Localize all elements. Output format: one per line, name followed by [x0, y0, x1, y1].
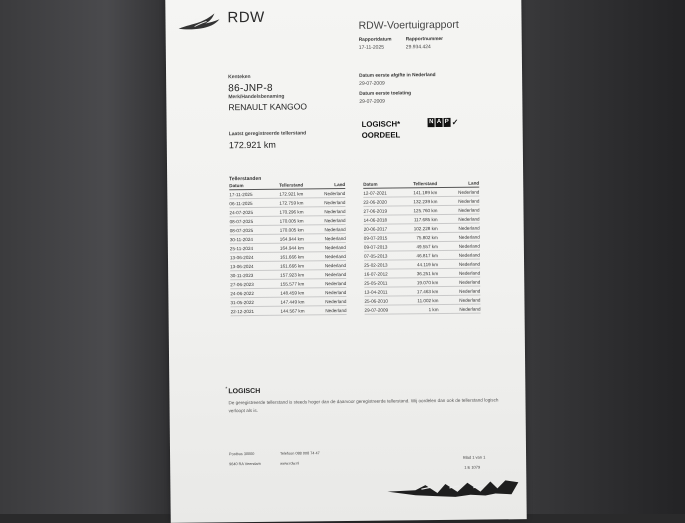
report-date-label: Rapportdatum [358, 37, 392, 43]
reading-country: Nederland [458, 216, 480, 222]
reading-km: 164.944 km [279, 235, 304, 242]
reading-km: 19.070 km [416, 279, 439, 285]
first-admission-label: Datum eerste toelating [359, 91, 412, 97]
reading-km: 157.923 km [280, 271, 305, 278]
reading-date: 31-05-2022 [230, 299, 254, 305]
plate-label: Kenteken [228, 73, 251, 81]
reading-km: 161.666 km [280, 262, 305, 269]
reading-km: 170.005 km [279, 226, 304, 233]
reading-date: 06-11-2025 [229, 200, 253, 206]
phone: Telefoon 088 008 74 47 [280, 451, 320, 456]
reading-country: Nederland [458, 243, 480, 249]
reading-km: 164.944 km [279, 244, 304, 251]
reading-country: Nederland [324, 226, 346, 232]
background-left [0, 0, 178, 514]
document-title: RDW-Voertuigrapport [358, 18, 459, 32]
table-row [364, 305, 480, 315]
table-row [231, 306, 347, 316]
readings-title: Tellerstanden [229, 175, 262, 183]
nap-letter-a: A [435, 117, 442, 126]
verdict-line-2: OORDEEL [361, 130, 401, 140]
reading-country: Nederland [324, 262, 347, 268]
brand-name: RDW [227, 8, 265, 27]
reading-date: 25-06-2010 [364, 298, 388, 304]
last-km-value: 172.921 km [228, 139, 276, 151]
reading-country: Nederland [458, 234, 480, 240]
first-admission: 29-07-2009 [359, 98, 385, 105]
report-number-label: Rapportnummer [405, 36, 444, 43]
reading-country: Nederland [324, 208, 346, 214]
reading-country: Nederland [324, 244, 346, 250]
reading-km: 49.557 km [416, 243, 438, 249]
reading-date: 13-06-2024 [230, 263, 254, 269]
reading-country: Nederland [325, 289, 347, 295]
reading-country: Nederland [325, 280, 347, 286]
reading-country: Nederland [324, 235, 346, 241]
first-admission-nl: 29-07-2009 [359, 80, 385, 87]
header-country: Land [468, 180, 480, 186]
header-km: Tellerstand [279, 182, 304, 188]
address-line-1: Postbus 30000 [229, 451, 255, 457]
reading-km: 172.921 km [279, 190, 304, 197]
verdict-line-1: LOGISCH* [361, 119, 401, 129]
reading-date: 07-05-2013 [363, 253, 388, 259]
reading-date: 09-07-2013 [363, 244, 388, 250]
footnote-text: De geregistreerde tellerstand is steeds hoger dan de daarvoor geregistreerde tellerstand. Wij oordelen dan ook de tellerstand logisch verloopt als is. [228, 397, 499, 413]
reading-country: Nederland [458, 270, 481, 276]
security-mark-icon [385, 476, 520, 499]
reading-km: 170.296 km [279, 208, 304, 215]
reading-country: Nederland [458, 189, 480, 195]
reading-date: 25-11-2024 [229, 245, 254, 251]
header-km: Tellerstand [413, 181, 438, 187]
reading-km: 102.228 km [413, 225, 438, 231]
reading-date: 14-06-2018 [363, 217, 388, 223]
address-line-2: 9640 RA Veendam [229, 461, 261, 467]
reading-date: 29-07-2009 [364, 307, 389, 313]
reading-date: 24-06-2022 [230, 290, 254, 296]
header-country: Land [334, 182, 346, 188]
nap-letter-p: P [443, 117, 450, 126]
reading-date: 13-04-2011 [364, 289, 388, 295]
reading-date: 08-07-2025 [229, 218, 254, 224]
report-date: 17-11-2025 [358, 44, 385, 51]
model-label: Merk/Handelsbenaming [228, 93, 285, 101]
readings-table-left [229, 181, 346, 316]
reading-km: 75.802 km [416, 234, 438, 240]
page-number: Blad 1 van 1 [463, 454, 486, 460]
reading-date: 22-12-2021 [230, 308, 255, 314]
license-plate: 86-JNP-8 [228, 82, 273, 95]
reading-km: 117.685 km [413, 216, 438, 222]
reading-date: 16-07-2012 [364, 271, 388, 277]
reading-country: Nederland [459, 306, 481, 312]
reading-country: Nederland [458, 207, 480, 213]
reading-km: 36.251 km [416, 270, 439, 276]
reading-date: 22-06-2020 [363, 199, 387, 205]
reading-date: 13-06-2024 [229, 254, 254, 260]
document-code: 1 E 1079 [464, 464, 481, 470]
last-km-label: Laatst geregistreerde tellerstand [228, 130, 307, 138]
vehicle-model: RENAULT KANGOO [228, 101, 308, 113]
reading-km: 125.760 km [413, 207, 438, 213]
reading-km: 147.449 km [280, 298, 305, 305]
reading-country: Nederland [459, 288, 481, 294]
reading-country: Nederland [325, 307, 347, 313]
reading-date: 30-11-2024 [229, 236, 253, 242]
reading-date: 30-11-2023 [230, 272, 254, 278]
report-number: 29.934.424 [405, 44, 431, 51]
reading-country: Nederland [324, 190, 346, 196]
reading-date: 25-02-2013 [364, 262, 388, 268]
reading-date: 24-07-2025 [229, 209, 254, 215]
reading-date: 08-07-2025 [229, 227, 254, 233]
reading-country: Nederland [459, 297, 481, 303]
readings-table-right [363, 180, 480, 315]
check-icon: ✓ [451, 117, 459, 127]
rdw-logo-icon [176, 11, 222, 33]
reading-km: 132.239 km [413, 198, 438, 204]
reading-km: 161.666 km [279, 253, 305, 260]
reading-km: 1 km [428, 306, 439, 312]
reading-country: Nederland [458, 198, 480, 204]
verdict-text [362, 118, 401, 140]
reading-km: 11.002 km [417, 297, 439, 303]
reading-date: 20-06-2017 [363, 226, 388, 232]
reading-country: Nederland [458, 225, 480, 231]
vehicle-report-sheet [165, 0, 526, 523]
reading-date: 09-07-2015 [363, 235, 388, 241]
background-right [515, 0, 685, 514]
reading-date: 12-07-2021 [363, 190, 387, 196]
reading-country: Nederland [458, 261, 481, 267]
reading-country: Nederland [324, 217, 346, 223]
website: www.rdw.nl [280, 461, 300, 466]
reading-km: 44.119 km [416, 261, 439, 267]
reading-country: Nederland [324, 253, 346, 259]
reading-country: Nederland [325, 298, 347, 304]
reading-country: Nederland [459, 279, 481, 285]
header-date: Datum [363, 181, 378, 187]
reading-km: 144.567 km [280, 307, 305, 314]
nap-badge [428, 117, 461, 127]
footnote-star: * [225, 386, 228, 393]
first-admission-nl-label: Datum eerste afgifte in Nederland [359, 73, 436, 79]
reading-date: 17-11-2025 [229, 191, 253, 197]
reading-country: Nederland [324, 199, 346, 205]
reading-km: 148.459 km [280, 289, 305, 296]
reading-date: 27-06-2019 [363, 208, 388, 214]
reading-km: 17.463 km [416, 288, 439, 294]
footnote-title: LOGISCH [228, 387, 261, 396]
reading-country: Nederland [458, 252, 480, 258]
reading-date: 25-05-2011 [364, 280, 388, 286]
header-date: Datum [229, 183, 244, 189]
reading-date: 27-06-2023 [230, 281, 254, 287]
reading-country: Nederland [324, 271, 347, 277]
reading-km: 141.189 km [413, 189, 438, 195]
reading-km: 155.577 km [280, 280, 305, 287]
reading-km: 172.759 km [279, 199, 304, 206]
reading-km: 170.005 km [279, 217, 304, 224]
reading-km: 46.817 km [416, 252, 438, 258]
nap-letter-n: N [428, 118, 435, 127]
